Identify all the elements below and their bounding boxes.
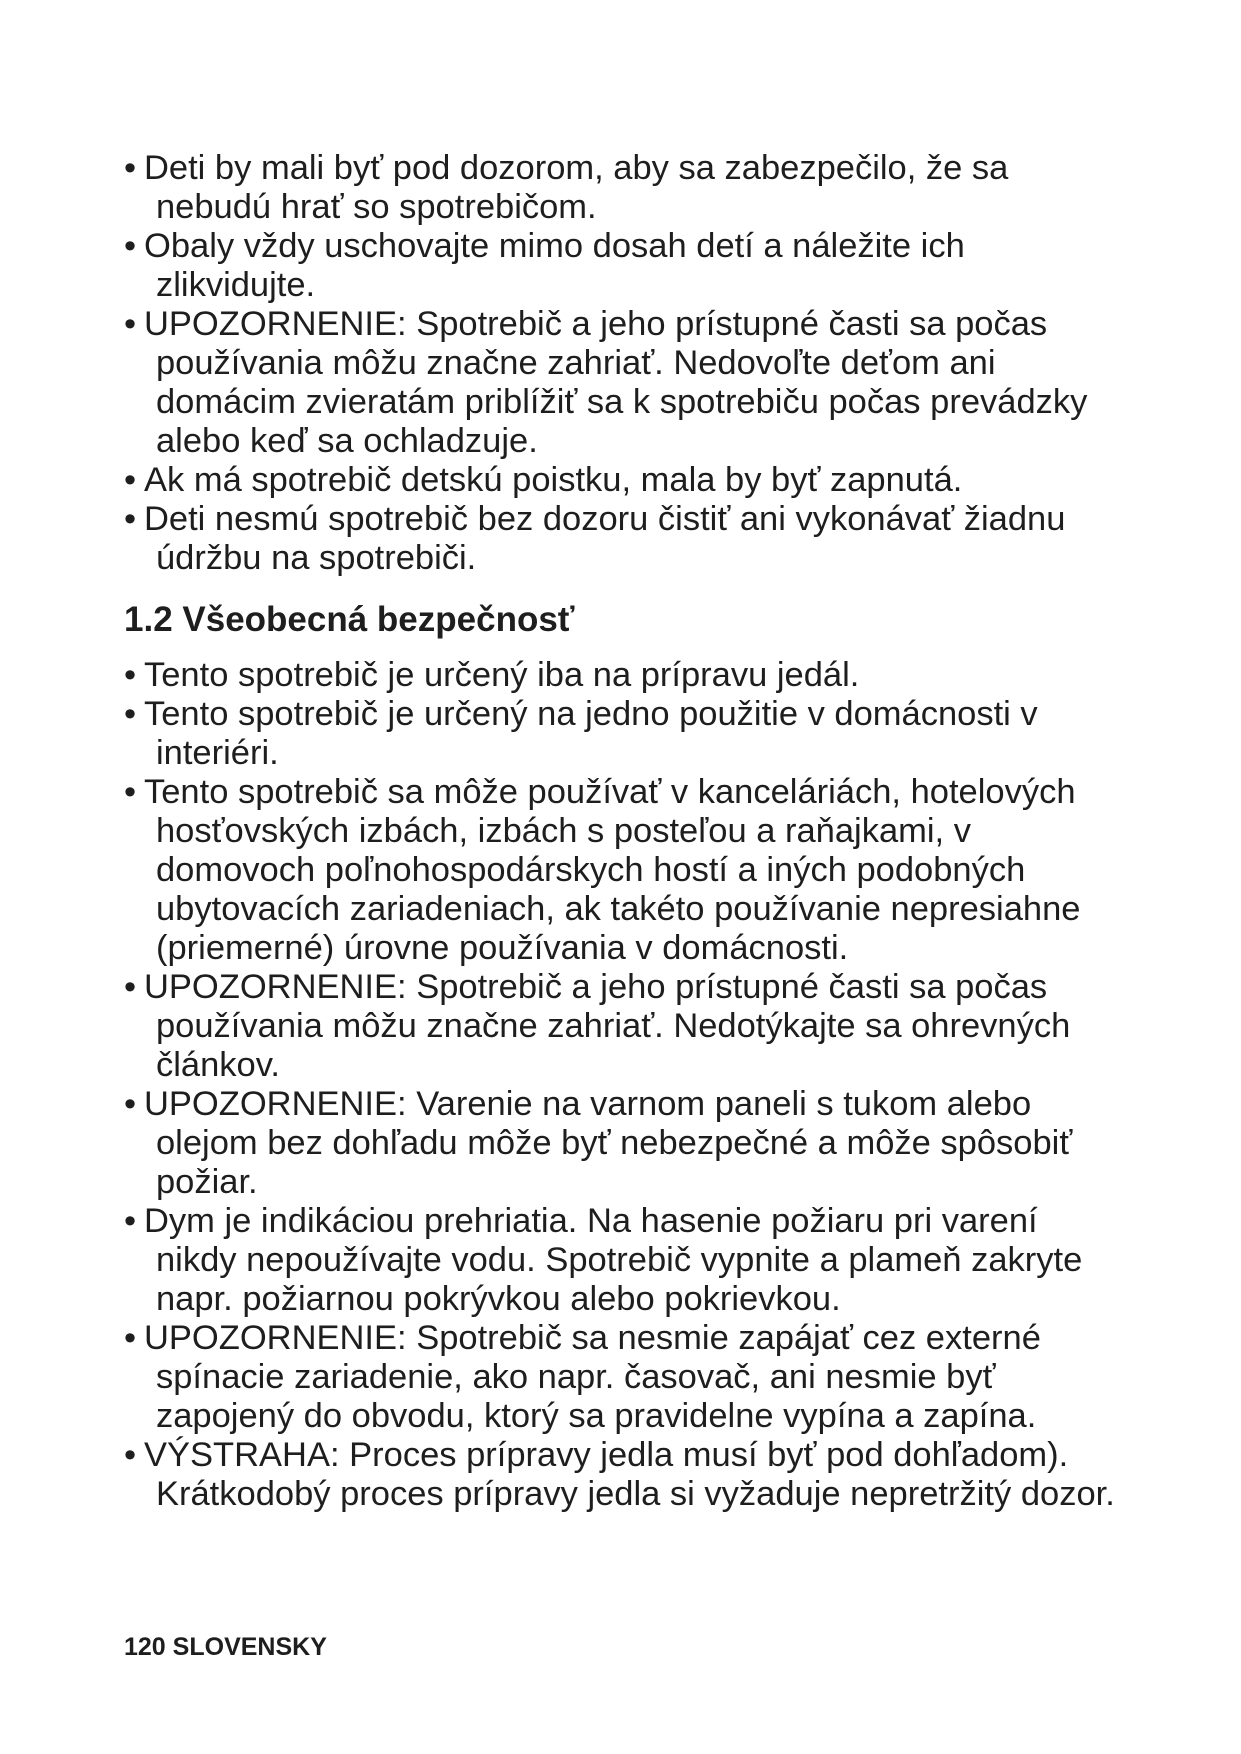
bullet-icon: • — [124, 149, 137, 187]
list-item — [124, 227, 1124, 305]
bullet-icon: • — [124, 500, 137, 538]
list-item-text: Deti by mali byť pod dozorom, aby sa zabezpečilo, že sa nebudú hrať so spotrebičom. — [144, 149, 1009, 226]
list-item-text: Tento spotrebič je určený iba na prípravu jedál. — [144, 656, 860, 694]
bullet-icon: • — [124, 227, 137, 265]
bullet-icon: • — [124, 1085, 137, 1123]
list-item — [124, 500, 1124, 578]
list-item — [124, 1085, 1124, 1202]
list-item — [124, 149, 1124, 227]
list-item-text: VÝSTRAHA: Proces prípravy jedla musí byť pod dohľadom). Krátkodobý proces prípravy jedla si vyžaduje nepretržitý dozor. — [144, 1436, 1115, 1513]
bullet-icon: • — [124, 1436, 137, 1474]
list-item-text: Tento spotrebič sa môže používať v kanceláriách, hotelových hosťovských izbách, izbách s posteľou a raňajkami, v domovoch poľnohospodárskych hostí a iných podobných ubytovacích zariadeniach, ak takéto používanie nepresiahne (priemerné) úrovne používania v domácnosti. — [144, 773, 1081, 967]
bullet-icon: • — [124, 656, 137, 694]
bullet-icon: • — [124, 1319, 137, 1357]
list-item-text: Deti nesmú spotrebič bez dozoru čistiť ani vykonávať žiadnu údržbu na spotrebiči. — [144, 500, 1066, 577]
page-number: 120 — [124, 1633, 166, 1661]
bullet-icon: • — [124, 695, 137, 733]
list-item — [124, 305, 1124, 461]
bullet-icon: • — [124, 1202, 137, 1240]
list-item — [124, 695, 1124, 773]
bullet-icon: • — [124, 968, 137, 1006]
list-item-text: Ak má spotrebič detskú poistku, mala by byť zapnutá. — [144, 461, 963, 499]
page-footer — [124, 1632, 327, 1662]
footer-language: SLOVENSKY — [172, 1633, 327, 1661]
list-item — [124, 1202, 1124, 1319]
list-item-text: UPOZORNENIE: Varenie na varnom paneli s tukom alebo olejom bez dohľadu môže byť nebezpečné a môže spôsobiť požiar. — [144, 1085, 1073, 1201]
bullet-icon: • — [124, 773, 137, 811]
list-item — [124, 968, 1124, 1085]
safety-bullet-list — [124, 656, 1124, 1514]
section-heading: 1.2 Všeobecná bezpečnosť — [124, 600, 575, 639]
list-item — [124, 461, 1124, 500]
list-item-text: UPOZORNENIE: Spotrebič a jeho prístupné časti sa počas používania môžu značne zahriať. Nedovoľte deťom ani domácim zvieratám priblížiť sa k spotrebiču počas prevádzky alebo keď sa ochladzuje. — [144, 305, 1088, 460]
list-item-text: UPOZORNENIE: Spotrebič sa nesmie zapájať cez externé spínacie zariadenie, ako napr. časovač, ani nesmie byť zapojený do obvodu, ktorý sa pravidelne vypína a zapína. — [144, 1319, 1041, 1435]
intro-bullet-list — [124, 149, 1124, 578]
list-item — [124, 773, 1124, 968]
list-item-text: UPOZORNENIE: Spotrebič a jeho prístupné časti sa počas používania môžu značne zahriať. Nedotýkajte sa ohrevných článkov. — [144, 968, 1071, 1084]
list-item — [124, 1436, 1124, 1514]
list-item — [124, 1319, 1124, 1436]
list-item-text: Dym je indikáciou prehriatia. Na hasenie požiaru pri varení nikdy nepoužívajte vodu. Spotrebič vypnite a plameň zakryte napr. požiarnou pokrývkou alebo pokrievkou. — [144, 1202, 1083, 1318]
list-item — [124, 656, 1124, 695]
list-item-text: Tento spotrebič je určený na jedno použitie v domácnosti v interiéri. — [144, 695, 1038, 772]
bullet-icon: • — [124, 461, 137, 499]
bullet-icon: • — [124, 305, 137, 343]
list-item-text: Obaly vždy uschovajte mimo dosah detí a náležite ich zlikvidujte. — [144, 227, 965, 304]
